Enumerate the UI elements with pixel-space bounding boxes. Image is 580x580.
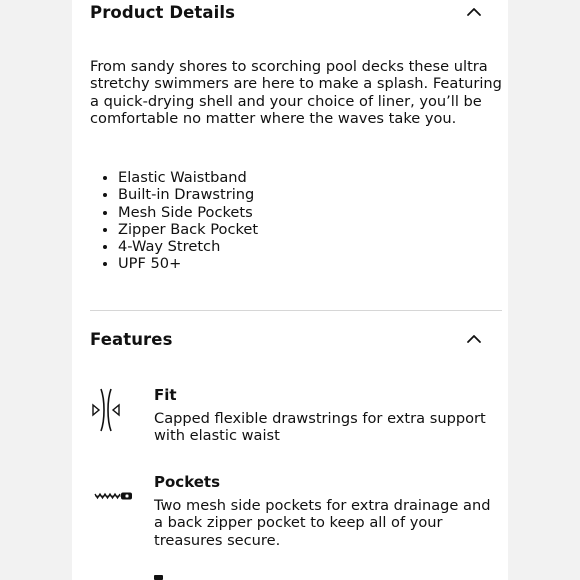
waist-fit-icon bbox=[90, 386, 122, 434]
list-item: • UPF 50+ bbox=[118, 255, 498, 272]
list-item: • Built-in Drawstring bbox=[118, 186, 498, 203]
feature-title: Pockets bbox=[154, 473, 221, 491]
list-item: • Zipper Back Pocket bbox=[118, 221, 498, 238]
section-divider bbox=[90, 310, 502, 311]
product-info-panel bbox=[72, 0, 508, 580]
chevron-up-icon[interactable] bbox=[464, 329, 484, 349]
product-details-title: Product Details bbox=[90, 2, 236, 22]
feature-title-cutoff bbox=[154, 575, 163, 580]
feature-fit bbox=[90, 386, 502, 456]
feature-pockets bbox=[90, 473, 502, 553]
feature-description: Capped flexible drawstrings for extra support with elastic waist bbox=[154, 410, 486, 445]
features-header[interactable] bbox=[90, 326, 484, 352]
feature-title: Fit bbox=[154, 386, 177, 404]
list-item: • 4-Way Stretch bbox=[118, 238, 498, 255]
chevron-up-icon[interactable] bbox=[464, 2, 484, 22]
product-details-header[interactable] bbox=[90, 0, 484, 25]
features-title: Features bbox=[90, 329, 173, 349]
list-item: • Elastic Waistband bbox=[118, 169, 498, 186]
product-bullet-list bbox=[90, 169, 498, 273]
zipper-icon bbox=[94, 491, 134, 501]
feature-next-cutoff bbox=[90, 566, 502, 580]
list-item: • Mesh Side Pockets bbox=[118, 204, 498, 221]
feature-description: Two mesh side pockets for extra drainage and a back zipper pocket to keep all of your treasures secure. bbox=[154, 497, 491, 549]
product-description: From sandy shores to scorching pool decks these ultra stretchy swimmers are here to make a splash. Featuring a quick-drying shell and your choice of liner, you’ll be comfortable no matter where the waves take you. bbox=[90, 58, 502, 128]
